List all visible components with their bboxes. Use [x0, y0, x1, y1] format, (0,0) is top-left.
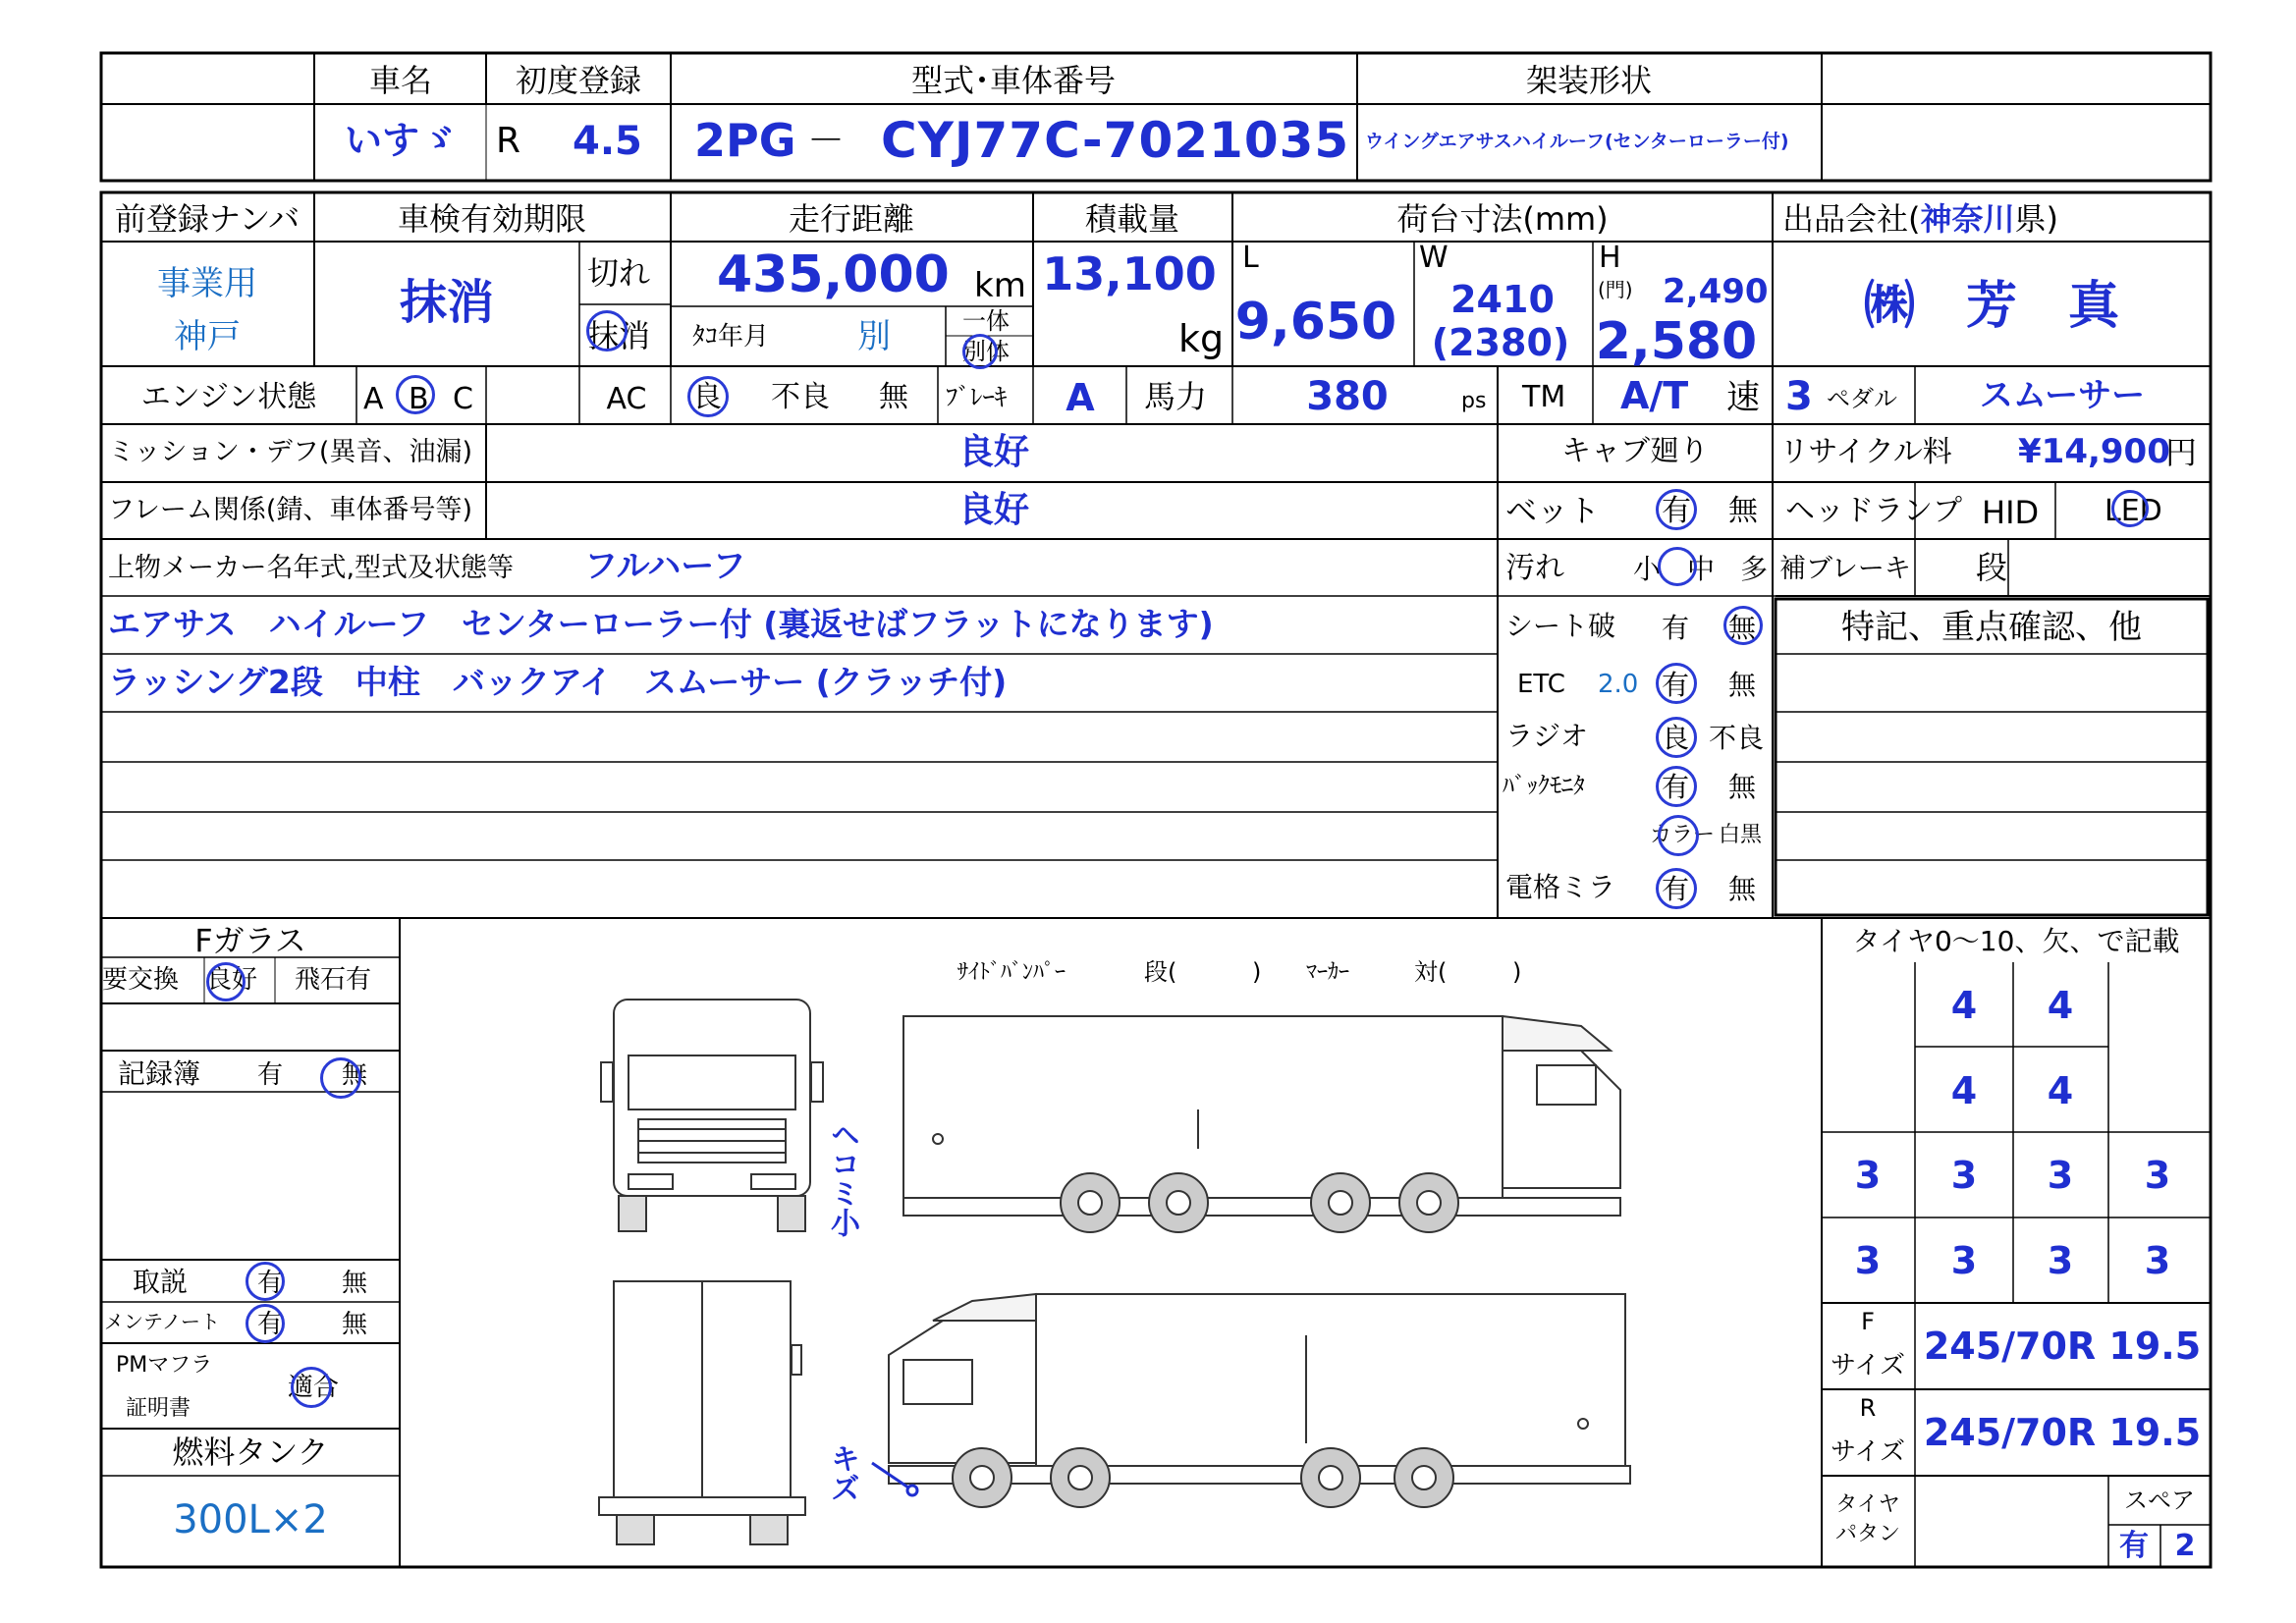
brake-label: ﾌﾞﾚｰｷ — [946, 383, 1008, 411]
horsepower-label: 馬力 — [1144, 378, 1208, 415]
dirt-small: 小 — [1633, 553, 1662, 585]
dirt-many: 多 — [1740, 553, 1769, 585]
speed-value: 3 — [1785, 374, 1813, 419]
mileage-unit: km — [974, 266, 1026, 305]
pm-value: 適合 — [288, 1373, 340, 1402]
tire-rear-4: 3 — [2144, 1154, 2171, 1197]
tire-rear-5: 3 — [1854, 1239, 1882, 1282]
headlamp-led: LED — [2105, 494, 2162, 528]
maint-has-circle — [246, 1304, 285, 1343]
tire-rear-7: 3 — [2047, 1239, 2074, 1282]
ac-none: 無 — [879, 380, 908, 414]
tire-rear-8: 3 — [2144, 1239, 2171, 1282]
maint-has: 有 — [257, 1310, 284, 1339]
seat-has: 有 — [1662, 612, 1690, 644]
notes-title: 特記、重点確認、他 — [1841, 608, 2142, 647]
upper-note-1: エアサス ハイルーフ センターローラー付 (裏返せばフラットになります) — [108, 605, 1214, 643]
horsepower-value: 380 — [1306, 374, 1389, 419]
inspection-status: 抹消 — [399, 275, 495, 330]
front-size-label-f: F — [1861, 1308, 1875, 1335]
seat-label: シート破 — [1505, 610, 1616, 642]
maint-none: 無 — [342, 1310, 368, 1339]
tire-rear-3: 3 — [2047, 1154, 2074, 1197]
speed-label: 速 — [1726, 378, 1760, 417]
side-bumper-close: ) — [1252, 958, 1262, 986]
bed-has: 有 — [1662, 494, 1691, 528]
cab-label: キャブ廻り — [1561, 434, 1709, 468]
width-inner-value: (2380) — [1431, 321, 1570, 364]
mission-value: 良好 — [957, 432, 1030, 472]
radio-good: 良 — [1662, 722, 1690, 754]
aux-brake-label: 補ブレーキ — [1779, 554, 1911, 584]
tire-rear-2: 3 — [1950, 1154, 1978, 1197]
body-shape: ウイングエアサスハイルーフ(センターローラー付) — [1365, 131, 1789, 152]
fglass-good: 良好 — [206, 965, 258, 995]
side-bumper-label: ｻｲﾄﾞﾊﾞﾝﾊﾟｰ — [957, 960, 1066, 985]
front-tire-size: 245/70R 19.5 — [1923, 1325, 2202, 1368]
truck-left-side-view — [903, 1016, 1620, 1232]
dirt-mid-circle — [1658, 547, 1697, 586]
tire-title: タイヤ0～10、欠、で記載 — [1852, 925, 2180, 957]
pattern-label-2: パタン — [1834, 1522, 1901, 1546]
seat-none-circle — [1723, 606, 1763, 645]
backmonitor-has-circle — [1656, 766, 1697, 807]
tire-rear-6: 3 — [1950, 1239, 1978, 1282]
bed-has-circle — [1656, 489, 1697, 530]
headlamp-hid: HID — [1982, 494, 2040, 531]
seller-name: ㈱ 芳 真 — [1863, 277, 2120, 336]
radio-good-circle — [1656, 717, 1697, 758]
brake-grade: A — [1066, 376, 1095, 419]
etc-label: ETC — [1517, 670, 1565, 699]
ac-label: AC — [606, 382, 647, 416]
mirror-has-circle — [1656, 868, 1697, 909]
plate-use: 事業用 — [157, 264, 257, 303]
record-none-circle — [320, 1057, 361, 1099]
pm-value-circle — [291, 1367, 332, 1408]
car-name: いすゞ — [344, 119, 458, 162]
recycle-label: リサイクル料 — [1779, 435, 1952, 469]
cancelled-circle — [586, 310, 628, 352]
height-value: 2,580 — [1595, 312, 1758, 371]
truck-rear-view — [599, 1281, 805, 1544]
etc-none: 無 — [1728, 669, 1757, 701]
pedal-label: ペダル — [1827, 385, 1897, 412]
chassis-number: CYJ77C-7021035 — [881, 112, 1350, 169]
led-circle — [2111, 490, 2149, 527]
mileage-label: 走行距離 — [788, 200, 915, 238]
spare-count: 2 — [2174, 1529, 2196, 1563]
model-prefix: 2PG — [694, 114, 796, 167]
fglass-replace: 要交換 — [102, 965, 180, 995]
height-label: H — [1599, 241, 1621, 275]
tacho-value: 別 — [857, 317, 891, 356]
manual-has-circle — [246, 1262, 285, 1301]
manual-label: 取説 — [133, 1266, 189, 1298]
dirt-mid: 中 — [1687, 553, 1716, 585]
pm-label-1: PMマフラ — [116, 1353, 213, 1378]
recycle-value: ¥14,900 — [2018, 432, 2170, 471]
reg-era: R — [496, 121, 521, 161]
mirror-none: 無 — [1728, 873, 1757, 905]
recycle-unit: 円 — [2165, 434, 2198, 471]
tire-rear-1: 3 — [1854, 1154, 1882, 1197]
bed-label: ベット — [1505, 492, 1601, 529]
upper-body-label: 上物メーカー名年式,型式及状態等 — [108, 553, 515, 583]
width-label: W — [1419, 241, 1449, 275]
model-dash: － — [807, 119, 846, 162]
pedal-value: スムーサー — [1979, 376, 2146, 415]
manual-none: 無 — [342, 1269, 368, 1298]
frame-value: 良好 — [957, 490, 1030, 530]
height-gate-label: (門) — [1598, 278, 1633, 301]
etc-version: 2.0 — [1598, 670, 1639, 699]
mirror-has: 有 — [1662, 873, 1690, 905]
model-label: 型式･車体番号 — [910, 62, 1117, 99]
tm-label: TM — [1522, 380, 1566, 414]
maint-label: メンテノート — [104, 1310, 220, 1333]
rear-size-label-r: R — [1859, 1394, 1877, 1422]
fglass-good-circle — [206, 962, 246, 1001]
rear-tire-size: 245/70R 19.5 — [1923, 1411, 2202, 1454]
manual-has: 有 — [257, 1269, 284, 1298]
backmonitor-label: ﾊﾞｯｸﾓﾆﾀ — [1503, 772, 1585, 799]
scratch-marker — [907, 1486, 917, 1495]
dent-annotation: ヘコミ小 — [825, 1119, 859, 1237]
pattern-label-1: タイヤ — [1835, 1492, 1900, 1517]
first-reg-label: 初度登録 — [515, 62, 642, 99]
monitor-mono: 白黒 — [1719, 823, 1763, 847]
cancelled-option: 抹消 — [587, 317, 651, 354]
pm-label-2: 証明書 — [126, 1396, 191, 1421]
truck-right-side-view — [889, 1294, 1630, 1507]
headlamp-label: ヘッドランプ — [1785, 494, 1962, 528]
fglass-chip: 飛石有 — [295, 965, 372, 995]
radio-bad: 不良 — [1709, 722, 1765, 754]
upper-note-2: ラッシング2段 中柱 バックアイ スムーサー (クラッチ付) — [108, 663, 1008, 701]
etc-has: 有 — [1662, 669, 1690, 701]
engine-grade-a: A — [363, 382, 384, 416]
bed-none: 無 — [1728, 494, 1758, 528]
marker-tsui: 対( — [1414, 958, 1448, 986]
seller-label: 出品会社(神奈川県) — [1782, 200, 2059, 238]
engine-grade-b: B — [409, 382, 429, 416]
record-label: 記録簿 — [118, 1057, 201, 1090]
bed-dims-label: 荷台寸法(mm) — [1396, 200, 1609, 238]
length-value: 9,650 — [1234, 293, 1397, 352]
tire-front-2: 4 — [2047, 984, 2074, 1027]
body-shape-label: 架装形状 — [1525, 62, 1653, 99]
car-name-label: 車名 — [368, 62, 433, 99]
mission-label: ミッション・デフ(異音、油漏) — [108, 437, 472, 467]
color-circle — [1658, 815, 1699, 856]
engine-label: エンジン状態 — [140, 380, 317, 414]
load-label: 積載量 — [1084, 200, 1180, 238]
marker-label: ﾏｰｶｰ — [1306, 960, 1350, 985]
height-gate-value: 2,490 — [1663, 272, 1769, 311]
fuel-label: 燃料タンク — [172, 1434, 329, 1471]
dirt-label: 汚れ — [1505, 551, 1564, 585]
engine-grade-c: C — [453, 382, 473, 416]
rear-size-label: サイズ — [1831, 1437, 1905, 1467]
mileage-value: 435,000 — [717, 245, 950, 304]
ac-good-circle — [687, 376, 729, 417]
ac-bad: 不良 — [771, 380, 830, 414]
expired-option: 切れ — [587, 254, 651, 292]
aux-brake-value: 段 — [1976, 549, 2008, 586]
radio-label: ラジオ — [1505, 720, 1589, 752]
fglass-label: Fガラス — [194, 922, 306, 959]
betsutai-circle — [962, 334, 998, 369]
mirror-label: 電格ミラ — [1505, 871, 1616, 903]
ac-good: 良 — [692, 380, 722, 414]
tm-value: A/T — [1620, 374, 1689, 417]
reg-date: 4.5 — [573, 119, 642, 164]
load-value: 13,100 — [1042, 247, 1217, 300]
inspection-label: 車検有効期限 — [397, 200, 587, 238]
record-none: 無 — [342, 1060, 368, 1090]
side-bumper-dan: 段( — [1144, 958, 1177, 986]
tire-front-1: 4 — [1950, 984, 1978, 1027]
truck-front-view — [601, 1000, 823, 1231]
tire-front-3: 4 — [1950, 1069, 1978, 1112]
load-unit: kg — [1178, 317, 1225, 360]
scratch-annotation: キズ — [825, 1443, 859, 1502]
upper-maker: フルハーフ — [584, 547, 746, 586]
spare-has: 有 — [2119, 1529, 2149, 1563]
length-label: L — [1242, 241, 1259, 275]
backmonitor-none: 無 — [1728, 771, 1757, 803]
tacho-label: ﾀｺ年月 — [692, 322, 770, 352]
front-size-label: サイズ — [1831, 1351, 1905, 1380]
etc-has-circle — [1656, 663, 1697, 704]
betsutai-option: 別体 — [962, 338, 1010, 365]
fuel-value: 300L×2 — [173, 1497, 328, 1542]
seat-none: 無 — [1728, 612, 1757, 644]
record-has: 有 — [257, 1060, 284, 1090]
plate-area: 神戸 — [174, 317, 241, 356]
width-value: 2410 — [1450, 278, 1555, 321]
marker-close: ) — [1512, 958, 1522, 986]
prev-plate-label: 前登録ナンバ — [114, 200, 301, 238]
frame-label: フレーム関係(錆、車体番号等) — [108, 495, 472, 525]
horsepower-unit: ps — [1461, 389, 1487, 413]
backmonitor-has: 有 — [1662, 771, 1690, 803]
spare-label: スペア — [2124, 1487, 2195, 1514]
engine-b-circle — [396, 375, 435, 414]
ittai-option: 一体 — [962, 307, 1010, 335]
tire-front-4: 4 — [2047, 1069, 2074, 1112]
monitor-color: カラー — [1650, 823, 1716, 847]
